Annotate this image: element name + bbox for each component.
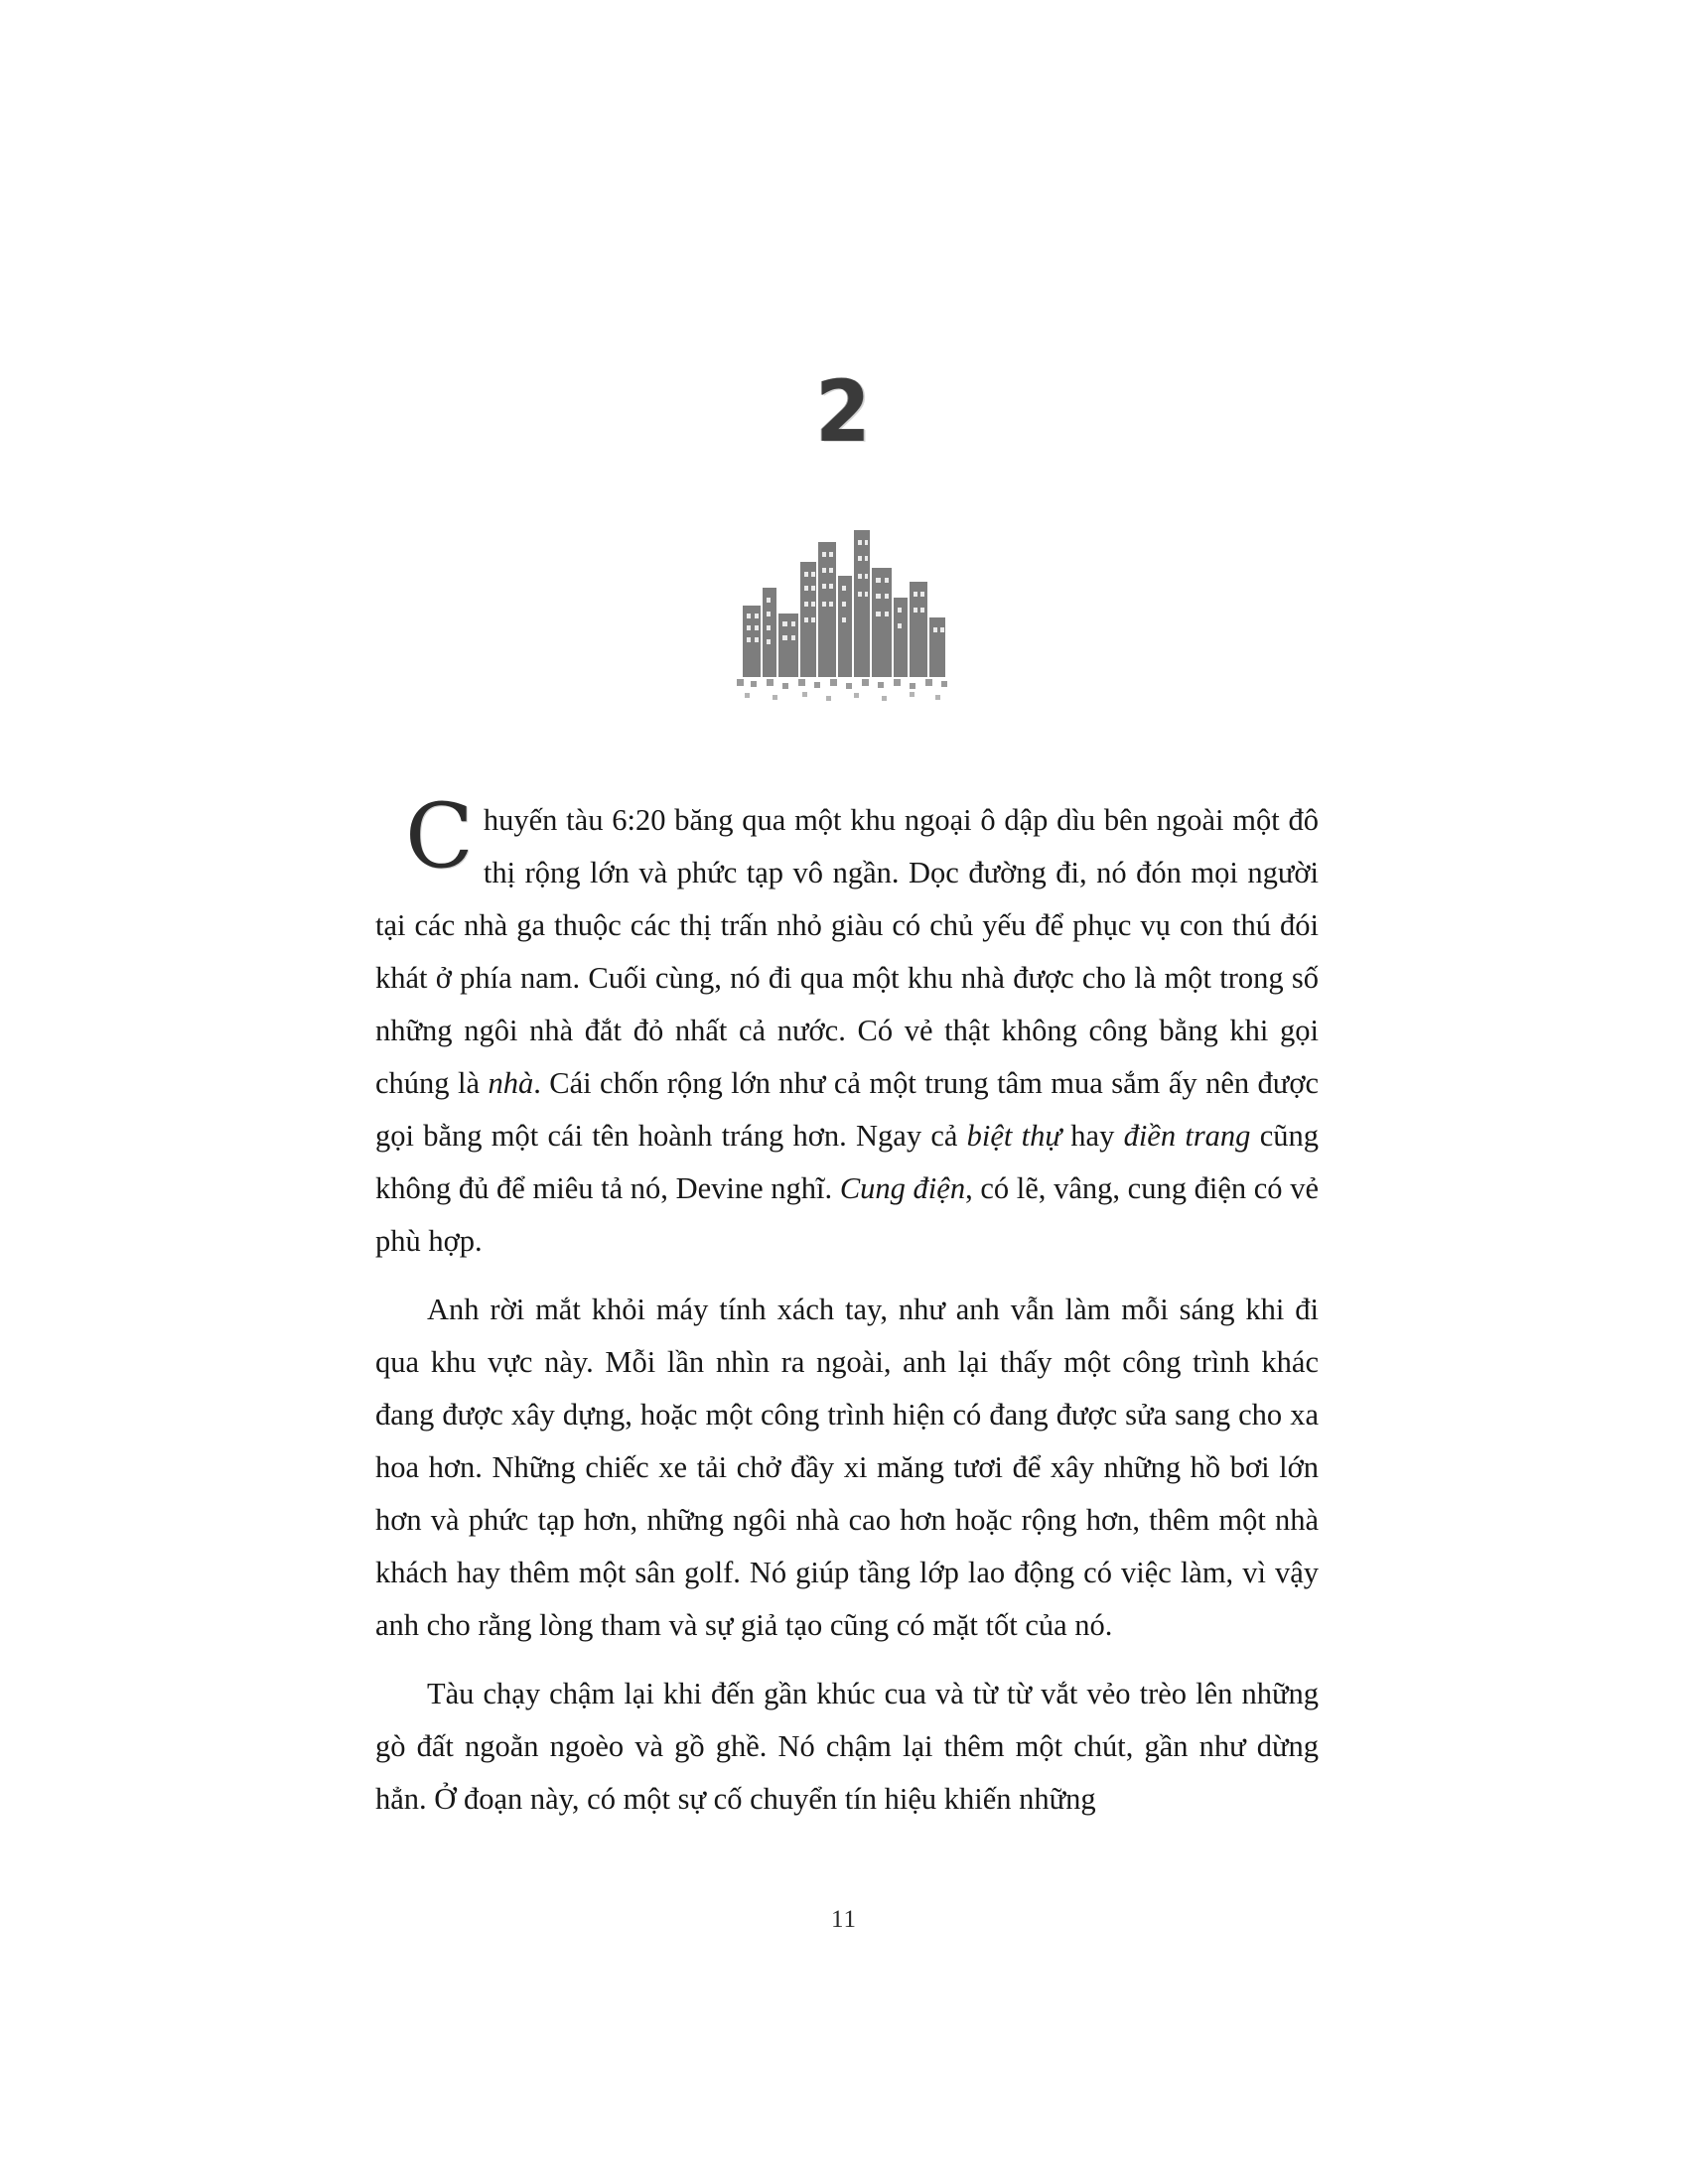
paragraph-1-run-2: nhà bbox=[488, 1066, 534, 1100]
chapter-number: 2 bbox=[815, 362, 873, 462]
paragraph-1-run-1: huyến tàu 6:20 băng qua một khu ngoại ô dập dìu bên ngoài một đô thị rộng lớn và phức tạp vô ngần. Dọc đường đi, nó đón mọi người tại các nhà ga thuộc các thị trấn nhỏ giàu có chủ yếu để phục vụ con thú đói khát ở phía nam. Cuối cùng, nó đi qua một khu nhà được cho là một trong số những ngôi nhà đắt đỏ nhất cả nước. Có vẻ thật không công bằng khi gọi chúng là bbox=[375, 803, 1319, 1100]
chapter-opener bbox=[0, 0, 1688, 707]
paragraph-1-run-8: Cung điện bbox=[839, 1171, 966, 1205]
paragraph-3: Tàu chạy chậm lại khi đến gần khúc cua và từ từ vắt vẻo trèo lên những gò đất ngoằn ngoèo và gồ ghề. Nó chậm lại thêm một chút, gần như dừng hẳn. Ở đoạn này, có một sự cố chuyển tín hiệu khiến những bbox=[375, 1677, 1319, 1816]
paragraph-1-run-6: điền trang bbox=[1123, 1119, 1251, 1153]
drop-cap: C bbox=[405, 784, 474, 888]
paragraph-1 bbox=[375, 784, 1319, 1268]
body-text-column bbox=[375, 784, 1319, 1832]
paragraph-2: Anh rời mắt khỏi máy tính xách tay, như anh vẫn làm mỗi sáng khi đi qua khu vực này. Mỗi lần nhìn ra ngoài, anh lại thấy một công trình khác đang được xây dựng, hoặc một công trình hiện có đang được sửa sang cho xa hoa hơn. Những chiếc xe tải chở đầy xi măng tươi để xây những hồ bơi lớn hơn và phức tạp hơn, những ngôi nhà cao hơn hoặc rộng hơn, thêm một nhà khách hay thêm một sân golf. Nó giúp tầng lớp lao động có việc làm, vì vậy anh cho rằng lòng tham và sự giả tạo cũng có mặt tốt của nó. bbox=[375, 1293, 1319, 1642]
paragraph-1-run-5: hay bbox=[1061, 1119, 1124, 1153]
paragraph-1-run-9: , có lẽ, vâng, cung điện có vẻ phù hợp. bbox=[375, 1171, 1319, 1258]
paragraph-1-run-4: biệt thự bbox=[966, 1119, 1062, 1153]
paragraph-1-run-7: cũng không đủ để miêu tả nó, Devine nghĩ. bbox=[375, 1119, 1319, 1205]
city-skyline-ornament-icon bbox=[0, 508, 1688, 707]
page-number: 11 bbox=[830, 1906, 858, 1933]
paragraph-1-run-3: . Cái chốn rộng lớn như cả một trung tâm mua sắm ấy nên được gọi bằng một cái tên hoành tráng hơn. Ngay cả bbox=[375, 1066, 1319, 1153]
